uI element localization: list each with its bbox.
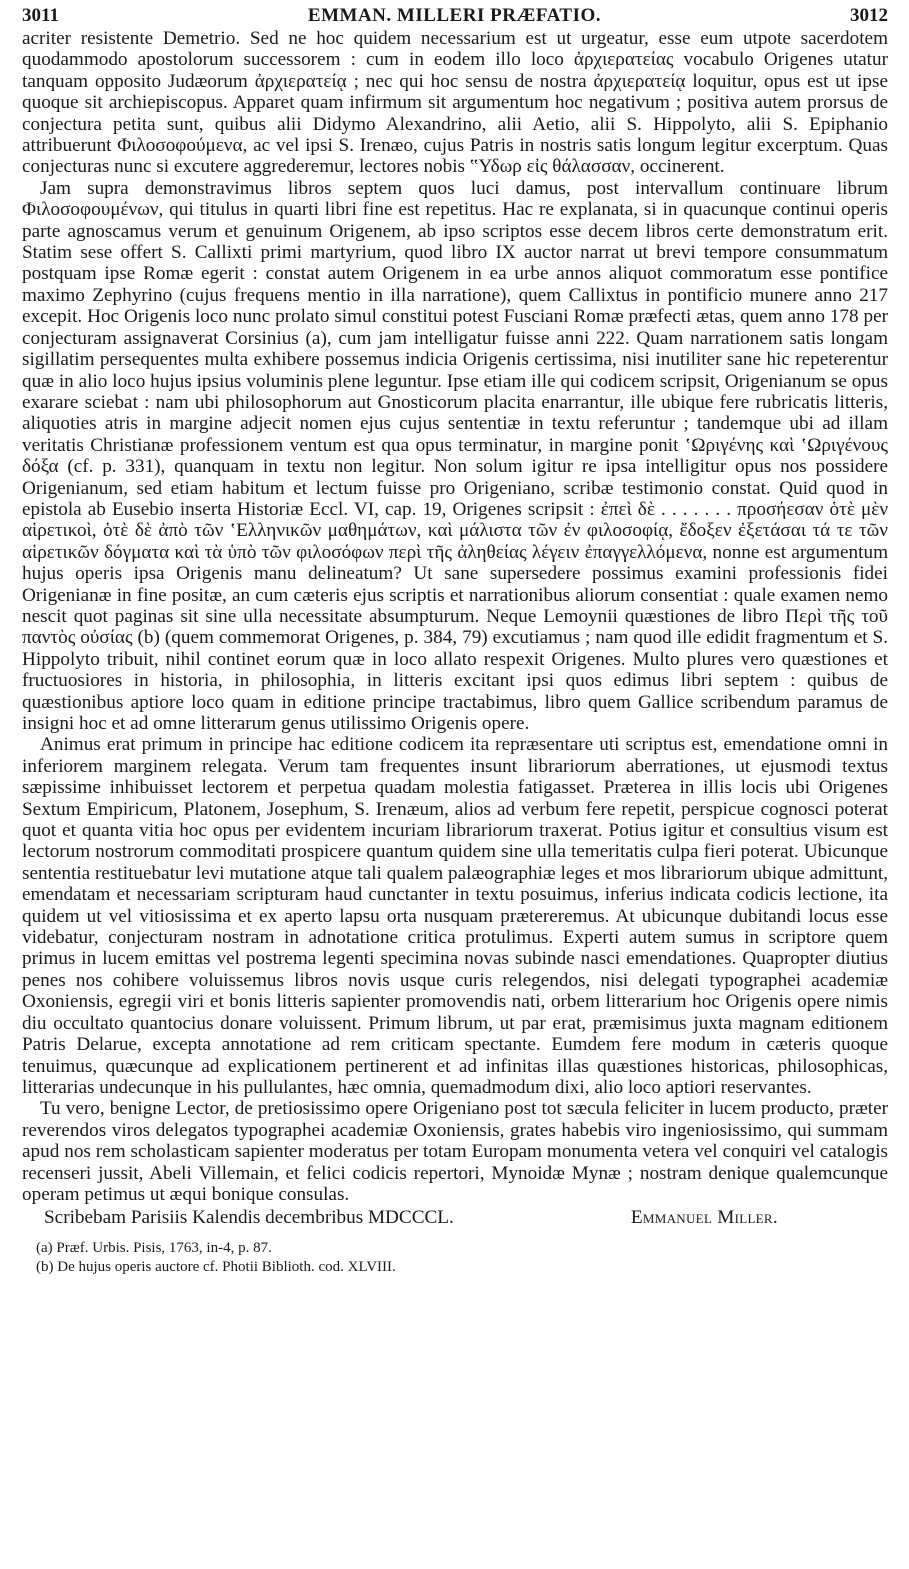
author-name: Emmanuel Miller. bbox=[630, 1207, 778, 1229]
left-page-number: 3011 bbox=[22, 5, 59, 26]
footnote-b: (b) De hujus operis auctore cf. Photii Biblioth. cod. XLVIII. bbox=[36, 1259, 396, 1276]
running-header bbox=[22, 4, 888, 28]
running-title: EMMAN. MILLERI PRÆFATIO. bbox=[307, 5, 602, 26]
paragraph-4: Tu vero, benigne Lector, de pretiosissimo opere Origeniano post tot sæcula feliciter in lucem producto, præter reverendos viros delegatos typographei academiæ Oxoniensis, grates habebis viro ingeniosissimo, qui summam apud nos rem scholasticam sapienter moderatus per totam Europam monumenta vetera vel conquiri vel catalogis recenseri jussit, Abeli Villemain, et felici codicis repertori, Mynoidæ Mynæ ; nostram denique qualemcunque operam petimus ut æqui bonique consulas. bbox=[22, 1098, 888, 1205]
paragraph-1: acriter resistente Demetrio. Sed ne hoc quidem necessarium est ut urgeatur, esse eum utpote sacerdotem quodammodo apostolorum successorem : cum in eodem illo loco ἀρχιερατείας vocabulo Origenes utatur tanquam opposito Judæorum ἀρχιερατείᾳ ; nec qui hoc sensu de nostra ἀρχιερατείᾳ loquitur, opus est ut ipse quoque sit archiepiscopus. Apparet quam infirmum sit argumentum hoc negativum ; positiva autem prorsus de conjectura petita sunt, quibus alii Didymo Alexandrino, alii Aetio, alii S. Hippolyto, alii S. Epiphanio attribuerunt Φιλοσοφούμενα, ac vel ipsi S. Irenæo, cujus Patris in nostris satis longum legitur excerptum. Quas conjecturas nunc si excutere aggrederemur, lectores nobis ‟Υδωρ εἰς θάλασσαν, occinerent. bbox=[22, 28, 888, 178]
paragraph-2: Jam supra demonstravimus libros septem quos luci damus, post intervallum continuare librum Φιλοσοφουμένων, qui titulus in quarti libri fine est repetitus. Hac re explanata, si in quacunque continui operis parte agnoscamus verum et genuinum Origenem, ab ipso scriptos esse decem libros certe demonstratum erit. Statim sese offert S. Callixti primi martyrium, quod libro IX auctor narrat ut brevi tempore consummatum postquam ipse Romæ egerit : constat autem Origenem in ea urbe annos aliquot commoratum esse pontifice maximo Zephyrino (cujus frequens mentio in illa narratione), quem Callixtus in pontificio munere anno 217 excepit. Hoc Origenis loco nunc prolato simul constitui potest Fusciani Romæ præfecti ætas, quem anno 178 per conjecturam assignaverat Corsinius (a), cum jam intelligatur fuisse anni 222. Quam narrationem satis longam sigillatim persequentes multa exhibere possemus indicia Origenis certissima, nisi inutiliter sane hic repeterentur quæ in alio loco hujus ipsius voluminis plene leguntur. Ipse etiam ille qui codicem scripsit, Origenianum se opus exarare sciebat : nam ubi philosophorum aut Gnosticorum placita enarrantur, ille ubique fere rubricatis litteris, aliquoties atris in margine adjecit nomen ejus cujus sententiæ in textu referuntur ; tandemque ubi ad illam veritatis Christianæ professionem ventum est qua opus terminatur, in margine ponit ‛Ωριγένης καὶ ‛Ωριγένους δόξα (cf. p. 331), quanquam in textu non legitur. Non solum igitur re ipsa intelligitur opus nos possidere Origenianum, sed etiam habitum et lectum fuisse pro Origeniano, scribæ testimonio constat. Quid quod in epistola ab Eusebio inserta Historiæ Eccl. VI, cap. 19, Origenes scripsit : ἐπεὶ δὲ . . . . . . . προσήεσαν ὁτὲ μὲν αἱρετικοὶ, ὁτὲ δὲ ἀπὸ τῶν ‛Ελληνικῶν μαθημάτων, καὶ μάλιστα τῶν ἐν φιλοσοφίᾳ, ἔδοξεν ἐξετάσαι τά τε τῶν αἱρετικῶν δόγματα καὶ τὰ ὑπὸ τῶν φιλοσόφων περὶ τῆς ἀληθείας λέγειν ἐπαγγελλόμενα, nonne est argumentum hujus operis ipsa Origenis manu delineatum? Ut sane supersedere possimus examini professionis fidei Origenianæ in fine positæ, an cum cæteris ejus scriptis et narrationibus aliorum consentiat : quale examen nemo nescit quot paginas sit sine ulla necessitate absumpturum. Neque Lemoynii quæstiones de libro Περὶ τῆς τοῦ παντὸς οὐσίας (b) (quem commemorat Origenes, p. 384, 79) excutiamus ; nam quod ille edidit fragmentum et S. Hippolyto tribuit, nihil continet eorum quæ in loco allato respexit Origenes. Multo plures vero quæstiones et fructuosiores in historia, in philosophia, in litteris excitant ipsi quos edimus libri septem : quibus de quæstionibus aptiore loco quam in editione principe tractabimus, libro quem Gallice scribendum paramus de insigni hoc et ad omne litterarum genus utilissimo Origenis opere. bbox=[22, 177, 888, 734]
signature-line bbox=[22, 1207, 888, 1229]
body-text bbox=[22, 28, 888, 1205]
document-page bbox=[22, 4, 888, 1277]
right-page-number: 3012 bbox=[849, 5, 888, 26]
footnotes bbox=[22, 1239, 888, 1277]
paragraph-3: Animus erat primum in principe hac editione codicem ita repræsentare uti scriptus est, emendatione omni in inferiorem marginem relegata. Verum tam frequentes insunt librariorum aberrationes, ut ejusmodi textus sæpissime inhibuisset lectorem et perpetua quadam molestia fatigasset. Præterea in illis locis ubi Origenes Sextum Empiricum, Platonem, Josephum, S. Irenæum, alios ad verbum fere repetit, perspicue cognosci poterat quot et quanta vitia hoc opus per evidentem incuriam librariorum traxerat. Potius igitur et consultius visum est lectorum nostrorum commoditati prospicere quantum quidem sine ulla temeritatis culpa fieri poterat. Ubicunque sententia restituebatur levi mutatione atque tali qualem palæographiæ leges et mos librariorum ubique admittunt, emendatam et necessariam scripturam haud cunctanter in textu posuimus, inferius indicata codicis lectione, ita quidem ut vel vitiosissima et ex aperto lapsu orta nusquam prætereremus. At ubicunque dubitandi locus esse videbatur, conjecturam nostram in adnotatione critica protulimus. Experti autem sumus in scriptore quem primus in lucem emittas vel postrema legenti specimina novas subinde nasci emendationes. Quapropter diutius penes nos cohibere voluissemus libros novis usque curis relegendos, nisi delegati typographei academiæ Oxoniensis, egregii viri et bonis litteris sapienter promovendis nati, orbem litterarium hoc Origenis opere nimis diu occultato quantocius donare voluissent. Primum librum, ut par erat, præmisimus juxta magnam editionem Patris Delarue, excepta annotatione ad rem criticam spectante. Eumdem fere modum in cæteris quoque tenuimus, quæcunque ad explicationem pertinerent et ad infinitas illas quæstiones historicas, philosophicas, litterarias undecunque in his pullulantes, hæc omnia, quemadmodum dixi, alio loco aptiori reservantes. bbox=[22, 734, 888, 1098]
footnote-a: (a) Præf. Urbis. Pisis, 1763, in-4, p. 87. bbox=[36, 1240, 272, 1257]
dateline: Scribebam Parisiis Kalendis decembribus MDCCCL. bbox=[44, 1207, 454, 1229]
